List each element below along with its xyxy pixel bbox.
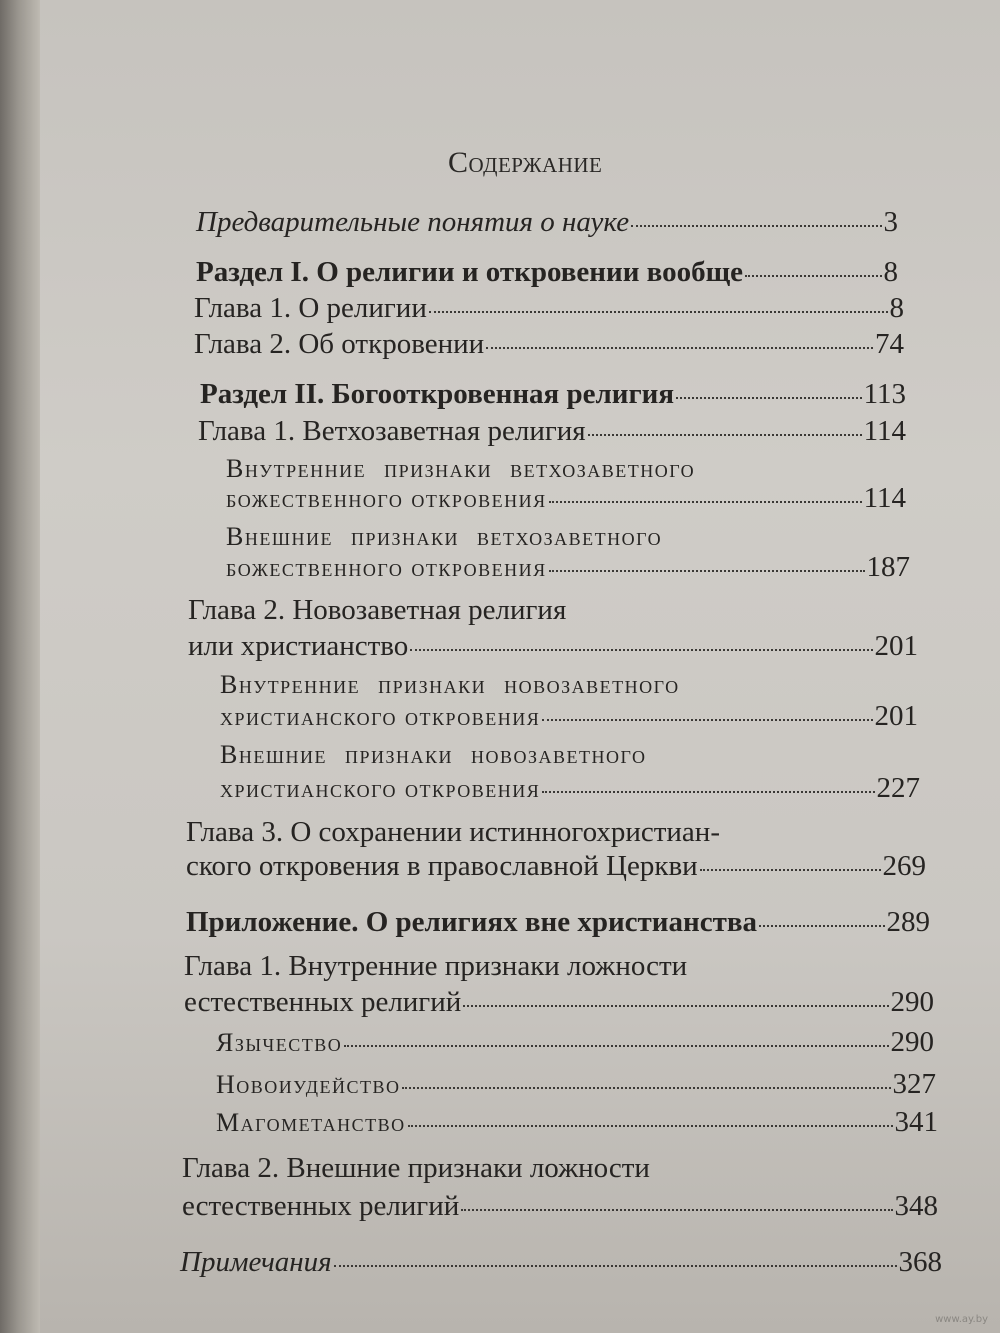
book-page [40,0,1000,1333]
toc-entry-s2-ch2-sub2 [220,774,920,803]
toc-entry-section-2 [200,380,906,409]
toc-entry-label: Глава 1. Ветхозаветная религия [198,415,586,447]
toc-entry-s2-ch3 [186,852,926,881]
toc-page-number: 348 [894,1190,938,1222]
toc-entry-label: естественных религий [182,1190,460,1222]
leader-dots [402,1087,890,1089]
toc-page-number: 8 [883,256,898,288]
toc-page-number: 74 [875,328,904,360]
toc-page-number: 368 [898,1246,942,1278]
toc-entry-label: или христианство [188,630,409,662]
toc-entry-label: христианского откровения [220,774,541,803]
leader-dots [334,1265,897,1267]
toc-page-number: 269 [882,850,926,882]
toc-entry-s2-ch1 [198,417,906,446]
toc-entry-s2-ch3-line1: Глава 3. О сохранении истинногохристиан- [186,816,720,848]
leader-dots [700,869,881,871]
toc-entry-label: Магометанство [216,1108,406,1137]
toc-entry-s2-ch2 [188,632,918,661]
leader-dots [549,501,862,503]
toc-page-number: 341 [894,1106,938,1138]
toc-entry-s2-ch2-sub1 [220,702,918,731]
leader-dots [745,275,882,277]
toc-page-number: 187 [866,551,910,583]
leader-dots [542,791,874,793]
toc-page-number: 114 [863,482,906,514]
toc-entry-preliminary [196,208,898,237]
toc-entry-label: божественного откровения [226,553,547,582]
toc-entry-ap-ch1-sub2 [216,1070,936,1099]
toc-entry-label: Новоиудейство [216,1070,401,1099]
toc-page-number: 201 [874,700,918,732]
toc-entry-ap-ch2 [182,1192,938,1221]
toc-page-number: 113 [863,378,906,410]
toc-entry-label: Предварительные понятия о науке [196,206,630,238]
toc-entry-ap-ch1 [184,988,934,1017]
toc-entry-label: Глава 2. Об откровении [194,328,485,360]
watermark: www.ay.by [935,1314,988,1325]
toc-entry-ap-ch1-line1: Глава 1. Внутренние признаки ложности [184,950,688,982]
leader-dots [344,1045,888,1047]
leader-dots [410,649,872,651]
toc-entry-label: Примечания [180,1246,332,1278]
toc-entry-notes [180,1248,942,1277]
leader-dots [631,225,881,227]
leader-dots [759,925,885,927]
toc-entry-label: Раздел I. О религии и откровении вообще [196,256,743,288]
toc-entry-s2-ch2-sub1-line1: Внутренние признаки новозаветного [220,670,680,699]
toc-page-number: 289 [886,906,930,938]
toc-entry-label: Глава 1. О религии [194,292,427,324]
toc-page-number: 8 [889,292,904,324]
leader-dots [463,1005,888,1007]
leader-dots [542,719,872,721]
toc-entry-s2-ch1-sub1 [226,484,906,513]
toc-page-number: 290 [890,986,934,1018]
toc-page-number: 290 [890,1026,934,1058]
toc-title: Содержание [448,146,603,179]
leader-dots [429,311,888,313]
toc-entry-label: Раздел II. Богооткровенная религия [200,378,675,410]
toc-entry-ap-ch1-sub1 [216,1028,934,1057]
toc-entry-s2-ch2-sub2-line1: Внешние признаки новозаветного [220,740,647,769]
toc-entry-ap-ch2-line1: Глава 2. Внешние признаки ложности [182,1152,650,1184]
toc-entry-label: божественного откровения [226,484,547,513]
toc-entry-section-1 [196,258,898,287]
leader-dots [408,1125,893,1127]
toc-page-number: 201 [874,630,918,662]
toc-entry-label: христианского откровения [220,702,541,731]
toc-entry-ap-ch1-sub3 [216,1108,938,1137]
toc-entry-label: Язычество [216,1028,343,1057]
toc-entry-s2-ch2-line1: Глава 2. Новозаветная религия [188,594,567,626]
leader-dots [486,347,873,349]
toc-entry-appendix [186,908,930,937]
toc-entry-s2-ch1-sub1-line1: Внутренние признаки ветхозаветного [226,454,696,483]
leader-dots [676,397,862,399]
toc-entry-label: Приложение. О религиях вне христианства [186,906,757,938]
toc-entry-s2-ch1-sub2-line1: Внешние признаки ветхозаветного [226,522,663,551]
toc-page-number: 114 [863,415,906,447]
toc-page-number: 3 [883,206,898,238]
leader-dots [588,434,862,436]
leader-dots [549,570,865,572]
toc-page-number: 327 [892,1068,936,1100]
toc-entry-s2-ch1-sub2 [226,553,910,582]
toc-entry-label: ского откровения в православной Церкви [186,850,698,882]
toc-entry-s1-ch2 [194,330,904,359]
toc-page-number: 227 [876,772,920,804]
leader-dots [461,1209,892,1211]
toc-entry-label: естественных религий [184,986,462,1018]
toc-entry-s1-ch1 [194,294,904,323]
